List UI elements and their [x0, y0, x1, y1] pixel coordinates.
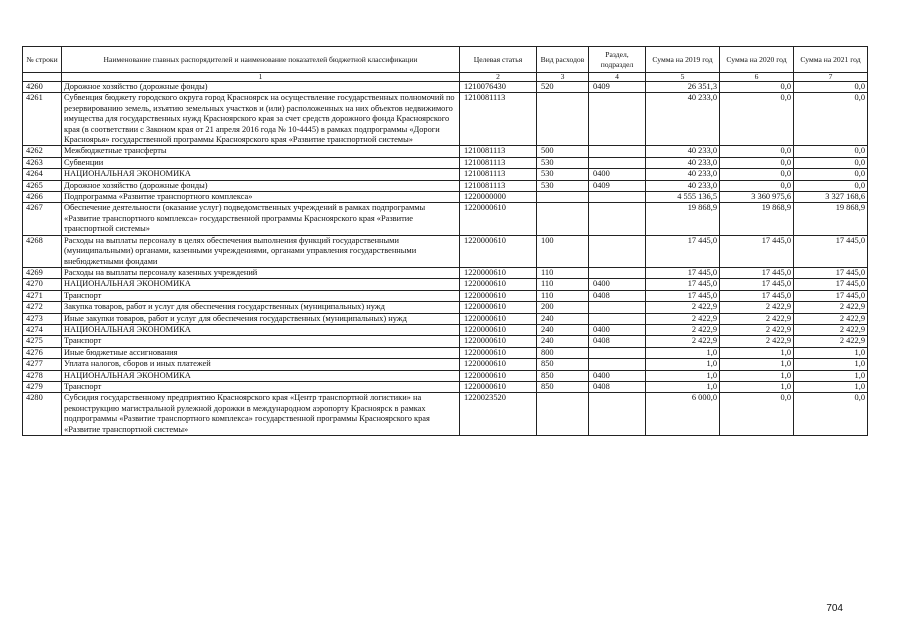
header-name: Наименование главных распорядителей и наименование показателей бюджетной классификации — [62, 47, 460, 73]
sum-2021-cell: 17 445,0 — [794, 235, 868, 267]
section-cell — [589, 93, 646, 146]
section-cell — [589, 192, 646, 203]
target-article-cell: 1210081113 — [460, 157, 537, 168]
row-number-cell: 4276 — [23, 347, 62, 358]
section-cell: 0409 — [589, 180, 646, 191]
expense-type-cell: 850 — [537, 359, 589, 370]
row-name-cell: НАЦИОНАЛЬНАЯ ЭКОНОМИКА — [62, 324, 460, 335]
header-expense-type: Вид расходов — [537, 47, 589, 73]
row-name-cell: НАЦИОНАЛЬНАЯ ЭКОНОМИКА — [62, 279, 460, 290]
sum-2020-cell: 1,0 — [720, 347, 794, 358]
sum-2020-cell: 0,0 — [720, 180, 794, 191]
sum-2019-cell: 1,0 — [646, 381, 720, 392]
header-row-number: № строки — [23, 47, 62, 73]
row-name-cell: Транспорт — [62, 290, 460, 301]
sum-2019-cell: 1,0 — [646, 359, 720, 370]
table-row — [23, 313, 868, 324]
expense-type-cell: 800 — [537, 347, 589, 358]
expense-type-cell: 850 — [537, 370, 589, 381]
sum-2021-cell: 0,0 — [794, 82, 868, 93]
row-number-cell: 4280 — [23, 393, 62, 436]
target-article-cell: 1220023520 — [460, 393, 537, 436]
column-number: 2 — [460, 73, 537, 82]
target-article-cell: 1210081113 — [460, 146, 537, 157]
expense-type-cell — [537, 203, 589, 235]
row-name-cell: Дорожное хозяйство (дорожные фонды) — [62, 180, 460, 191]
expense-type-cell: 530 — [537, 157, 589, 168]
sum-2019-cell: 1,0 — [646, 347, 720, 358]
expense-type-cell: 240 — [537, 324, 589, 335]
section-cell: 0408 — [589, 336, 646, 347]
table-row — [23, 302, 868, 313]
sum-2020-cell: 17 445,0 — [720, 267, 794, 278]
target-article-cell: 1220000610 — [460, 267, 537, 278]
sum-2021-cell: 0,0 — [794, 393, 868, 436]
sum-2019-cell: 2 422,9 — [646, 313, 720, 324]
table-row — [23, 290, 868, 301]
target-article-cell: 1220000610 — [460, 336, 537, 347]
section-cell — [589, 359, 646, 370]
target-article-cell: 1220000610 — [460, 347, 537, 358]
sum-2019-cell: 4 555 136,5 — [646, 192, 720, 203]
sum-2020-cell: 2 422,9 — [720, 302, 794, 313]
budget-table — [22, 46, 868, 436]
sum-2020-cell: 0,0 — [720, 82, 794, 93]
sum-2019-cell: 2 422,9 — [646, 302, 720, 313]
row-number-cell: 4264 — [23, 169, 62, 180]
sum-2019-cell: 2 422,9 — [646, 324, 720, 335]
table-row — [23, 336, 868, 347]
sum-2019-cell: 19 868,9 — [646, 203, 720, 235]
sum-2020-cell: 17 445,0 — [720, 290, 794, 301]
section-cell: 0400 — [589, 279, 646, 290]
expense-type-cell: 240 — [537, 336, 589, 347]
sum-2020-cell: 2 422,9 — [720, 324, 794, 335]
expense-type-cell: 240 — [537, 313, 589, 324]
sum-2021-cell: 0,0 — [794, 157, 868, 168]
sum-2021-cell: 19 868,9 — [794, 203, 868, 235]
row-name-cell: Иные закупки товаров, работ и услуг для обеспечения государственных (муниципальных) нужд — [62, 313, 460, 324]
target-article-cell: 1220000000 — [460, 192, 537, 203]
target-article-cell: 1220000610 — [460, 324, 537, 335]
table-row — [23, 157, 868, 168]
header-section: Раздел, подраздел — [589, 47, 646, 73]
header-row — [23, 47, 868, 73]
table-row — [23, 279, 868, 290]
section-cell — [589, 347, 646, 358]
sum-2020-cell: 17 445,0 — [720, 235, 794, 267]
target-article-cell: 1220000610 — [460, 313, 537, 324]
sum-2019-cell: 40 233,0 — [646, 93, 720, 146]
expense-type-cell: 530 — [537, 180, 589, 191]
sum-2019-cell: 40 233,0 — [646, 180, 720, 191]
row-number-cell: 4265 — [23, 180, 62, 191]
header-sum-2020: Сумма на 2020 год — [720, 47, 794, 73]
table-row — [23, 180, 868, 191]
row-number-cell: 4267 — [23, 203, 62, 235]
row-name-cell: Транспорт — [62, 381, 460, 392]
expense-type-cell: 110 — [537, 267, 589, 278]
table-row — [23, 267, 868, 278]
column-number-blank — [23, 73, 62, 82]
expense-type-cell: 520 — [537, 82, 589, 93]
row-number-cell: 4273 — [23, 313, 62, 324]
section-cell: 0400 — [589, 169, 646, 180]
table-body — [23, 82, 868, 436]
section-cell — [589, 393, 646, 436]
target-article-cell: 1220000610 — [460, 203, 537, 235]
header-sum-2019: Сумма на 2019 год — [646, 47, 720, 73]
sum-2021-cell: 1,0 — [794, 381, 868, 392]
row-number-cell: 4260 — [23, 82, 62, 93]
section-cell — [589, 235, 646, 267]
sum-2020-cell: 0,0 — [720, 157, 794, 168]
expense-type-cell — [537, 393, 589, 436]
table-row — [23, 192, 868, 203]
target-article-cell: 1220000610 — [460, 279, 537, 290]
sum-2020-cell: 0,0 — [720, 93, 794, 146]
sum-2019-cell: 17 445,0 — [646, 290, 720, 301]
expense-type-cell: 110 — [537, 290, 589, 301]
table-row — [23, 381, 868, 392]
row-name-cell: Субвенции — [62, 157, 460, 168]
section-cell — [589, 146, 646, 157]
section-cell: 0400 — [589, 324, 646, 335]
row-name-cell: Дорожное хозяйство (дорожные фонды) — [62, 82, 460, 93]
target-article-cell: 1210081113 — [460, 180, 537, 191]
table-row — [23, 82, 868, 93]
section-cell: 0408 — [589, 381, 646, 392]
column-number: 3 — [537, 73, 589, 82]
target-article-cell: 1220000610 — [460, 302, 537, 313]
target-article-cell: 1220000610 — [460, 290, 537, 301]
row-name-cell: Субсидия государственному предприятию Красноярского края «Центр транспортной логистики» на реконструкцию магистральной рулежной дорожки в международном аэропорту Красноярск в рамках подпрограммы «Развитие транспортного комплекса» государственной программы Красноярского края «Развитие транспортной системы» — [62, 393, 460, 436]
target-article-cell: 1220000610 — [460, 381, 537, 392]
row-number-cell: 4266 — [23, 192, 62, 203]
row-number-cell: 4262 — [23, 146, 62, 157]
section-cell — [589, 203, 646, 235]
row-name-cell: Транспорт — [62, 336, 460, 347]
expense-type-cell: 500 — [537, 146, 589, 157]
sum-2021-cell: 0,0 — [794, 169, 868, 180]
sum-2020-cell: 0,0 — [720, 169, 794, 180]
row-number-cell: 4263 — [23, 157, 62, 168]
column-number-row — [23, 73, 868, 82]
row-name-cell: Расходы на выплаты персоналу казенных учреждений — [62, 267, 460, 278]
expense-type-cell — [537, 93, 589, 146]
row-number-cell: 4279 — [23, 381, 62, 392]
table-row — [23, 347, 868, 358]
target-article-cell: 1210076430 — [460, 82, 537, 93]
row-name-cell: Обеспечение деятельности (оказание услуг) подведомственных учреждений в рамках подпрограммы «Развитие транспортного комплекса» государственной программы Красноярского края «Развитие транспортной системы» — [62, 203, 460, 235]
row-number-cell: 4277 — [23, 359, 62, 370]
target-article-cell: 1210081113 — [460, 169, 537, 180]
expense-type-cell: 200 — [537, 302, 589, 313]
sum-2019-cell: 40 233,0 — [646, 146, 720, 157]
row-number-cell: 4274 — [23, 324, 62, 335]
sum-2021-cell: 17 445,0 — [794, 267, 868, 278]
sum-2020-cell: 1,0 — [720, 370, 794, 381]
sum-2021-cell: 2 422,9 — [794, 313, 868, 324]
sum-2020-cell: 2 422,9 — [720, 336, 794, 347]
column-number: 5 — [646, 73, 720, 82]
sum-2020-cell: 19 868,9 — [720, 203, 794, 235]
sum-2020-cell: 0,0 — [720, 393, 794, 436]
row-number-cell: 4275 — [23, 336, 62, 347]
sum-2019-cell: 26 351,3 — [646, 82, 720, 93]
section-cell — [589, 313, 646, 324]
sum-2019-cell: 17 445,0 — [646, 267, 720, 278]
row-number-cell: 4268 — [23, 235, 62, 267]
sum-2019-cell: 40 233,0 — [646, 169, 720, 180]
sum-2021-cell: 2 422,9 — [794, 324, 868, 335]
section-cell — [589, 267, 646, 278]
column-number: 1 — [62, 73, 460, 82]
sum-2021-cell: 2 422,9 — [794, 302, 868, 313]
table-row — [23, 169, 868, 180]
sum-2021-cell: 0,0 — [794, 180, 868, 191]
section-cell — [589, 302, 646, 313]
table-row — [23, 359, 868, 370]
expense-type-cell: 110 — [537, 279, 589, 290]
column-number: 7 — [794, 73, 868, 82]
column-number: 4 — [589, 73, 646, 82]
sum-2020-cell: 1,0 — [720, 359, 794, 370]
row-name-cell: Подпрограмма «Развитие транспортного комплекса» — [62, 192, 460, 203]
budget-table-sheet — [22, 46, 865, 436]
target-article-cell: 1210081113 — [460, 93, 537, 146]
target-article-cell: 1220000610 — [460, 370, 537, 381]
sum-2020-cell: 17 445,0 — [720, 279, 794, 290]
sum-2021-cell: 1,0 — [794, 347, 868, 358]
sum-2020-cell: 3 360 975,6 — [720, 192, 794, 203]
section-cell: 0409 — [589, 82, 646, 93]
section-cell: 0408 — [589, 290, 646, 301]
expense-type-cell: 530 — [537, 169, 589, 180]
sum-2019-cell: 6 000,0 — [646, 393, 720, 436]
row-number-cell: 4270 — [23, 279, 62, 290]
sum-2021-cell: 1,0 — [794, 370, 868, 381]
expense-type-cell: 850 — [537, 381, 589, 392]
sum-2021-cell: 3 327 168,6 — [794, 192, 868, 203]
row-number-cell: 4272 — [23, 302, 62, 313]
row-name-cell: Закупка товаров, работ и услуг для обеспечения государственных (муниципальных) нужд — [62, 302, 460, 313]
row-name-cell: НАЦИОНАЛЬНАЯ ЭКОНОМИКА — [62, 370, 460, 381]
section-cell: 0400 — [589, 370, 646, 381]
row-number-cell: 4261 — [23, 93, 62, 146]
table-row — [23, 324, 868, 335]
header-target-article: Целевая статья — [460, 47, 537, 73]
table-row — [23, 370, 868, 381]
table-row — [23, 235, 868, 267]
row-name-cell: Иные бюджетные ассигнования — [62, 347, 460, 358]
sum-2021-cell: 1,0 — [794, 359, 868, 370]
row-name-cell: Уплата налогов, сборов и иных платежей — [62, 359, 460, 370]
sum-2019-cell: 2 422,9 — [646, 336, 720, 347]
sum-2020-cell: 2 422,9 — [720, 313, 794, 324]
page-number: 704 — [826, 603, 843, 614]
section-cell — [589, 157, 646, 168]
column-number: 6 — [720, 73, 794, 82]
sum-2019-cell: 1,0 — [646, 370, 720, 381]
table-row — [23, 393, 868, 436]
table-row — [23, 93, 868, 146]
header-sum-2021: Сумма на 2021 год — [794, 47, 868, 73]
sum-2021-cell: 0,0 — [794, 146, 868, 157]
sum-2021-cell: 17 445,0 — [794, 290, 868, 301]
expense-type-cell: 100 — [537, 235, 589, 267]
row-name-cell: Расходы на выплаты персоналу в целях обеспечения выполнения функций государственными (муниципальными) органами, казенными учреждениями, органами управления государственными внебюджетными фондами — [62, 235, 460, 267]
sum-2019-cell: 17 445,0 — [646, 235, 720, 267]
row-number-cell: 4269 — [23, 267, 62, 278]
expense-type-cell — [537, 192, 589, 203]
sum-2019-cell: 17 445,0 — [646, 279, 720, 290]
table-row — [23, 146, 868, 157]
sum-2019-cell: 40 233,0 — [646, 157, 720, 168]
sum-2021-cell: 17 445,0 — [794, 279, 868, 290]
row-name-cell: Субвенция бюджету городского округа город Красноярск на осуществление государственных полномочий по резервированию земель, изъятию земельных участков и (или) расположенных на них объектов недвижимого имущества для государственных нужд Красноярского края за счет средств дорожного фонда Красноярского края (в соответствии с Законом края от 21 апреля 2016 года № 10-4445) в рамках подпрограммы «Дороги Красноярья» государственной программы Красноярского края «Развитие транспортной системы» — [62, 93, 460, 146]
sum-2020-cell: 1,0 — [720, 381, 794, 392]
row-number-cell: 4278 — [23, 370, 62, 381]
sum-2021-cell: 2 422,9 — [794, 336, 868, 347]
sum-2021-cell: 0,0 — [794, 93, 868, 146]
target-article-cell: 1220000610 — [460, 359, 537, 370]
sum-2020-cell: 0,0 — [720, 146, 794, 157]
row-number-cell: 4271 — [23, 290, 62, 301]
target-article-cell: 1220000610 — [460, 235, 537, 267]
row-name-cell: Межбюджетные трансферты — [62, 146, 460, 157]
row-name-cell: НАЦИОНАЛЬНАЯ ЭКОНОМИКА — [62, 169, 460, 180]
table-row — [23, 203, 868, 235]
